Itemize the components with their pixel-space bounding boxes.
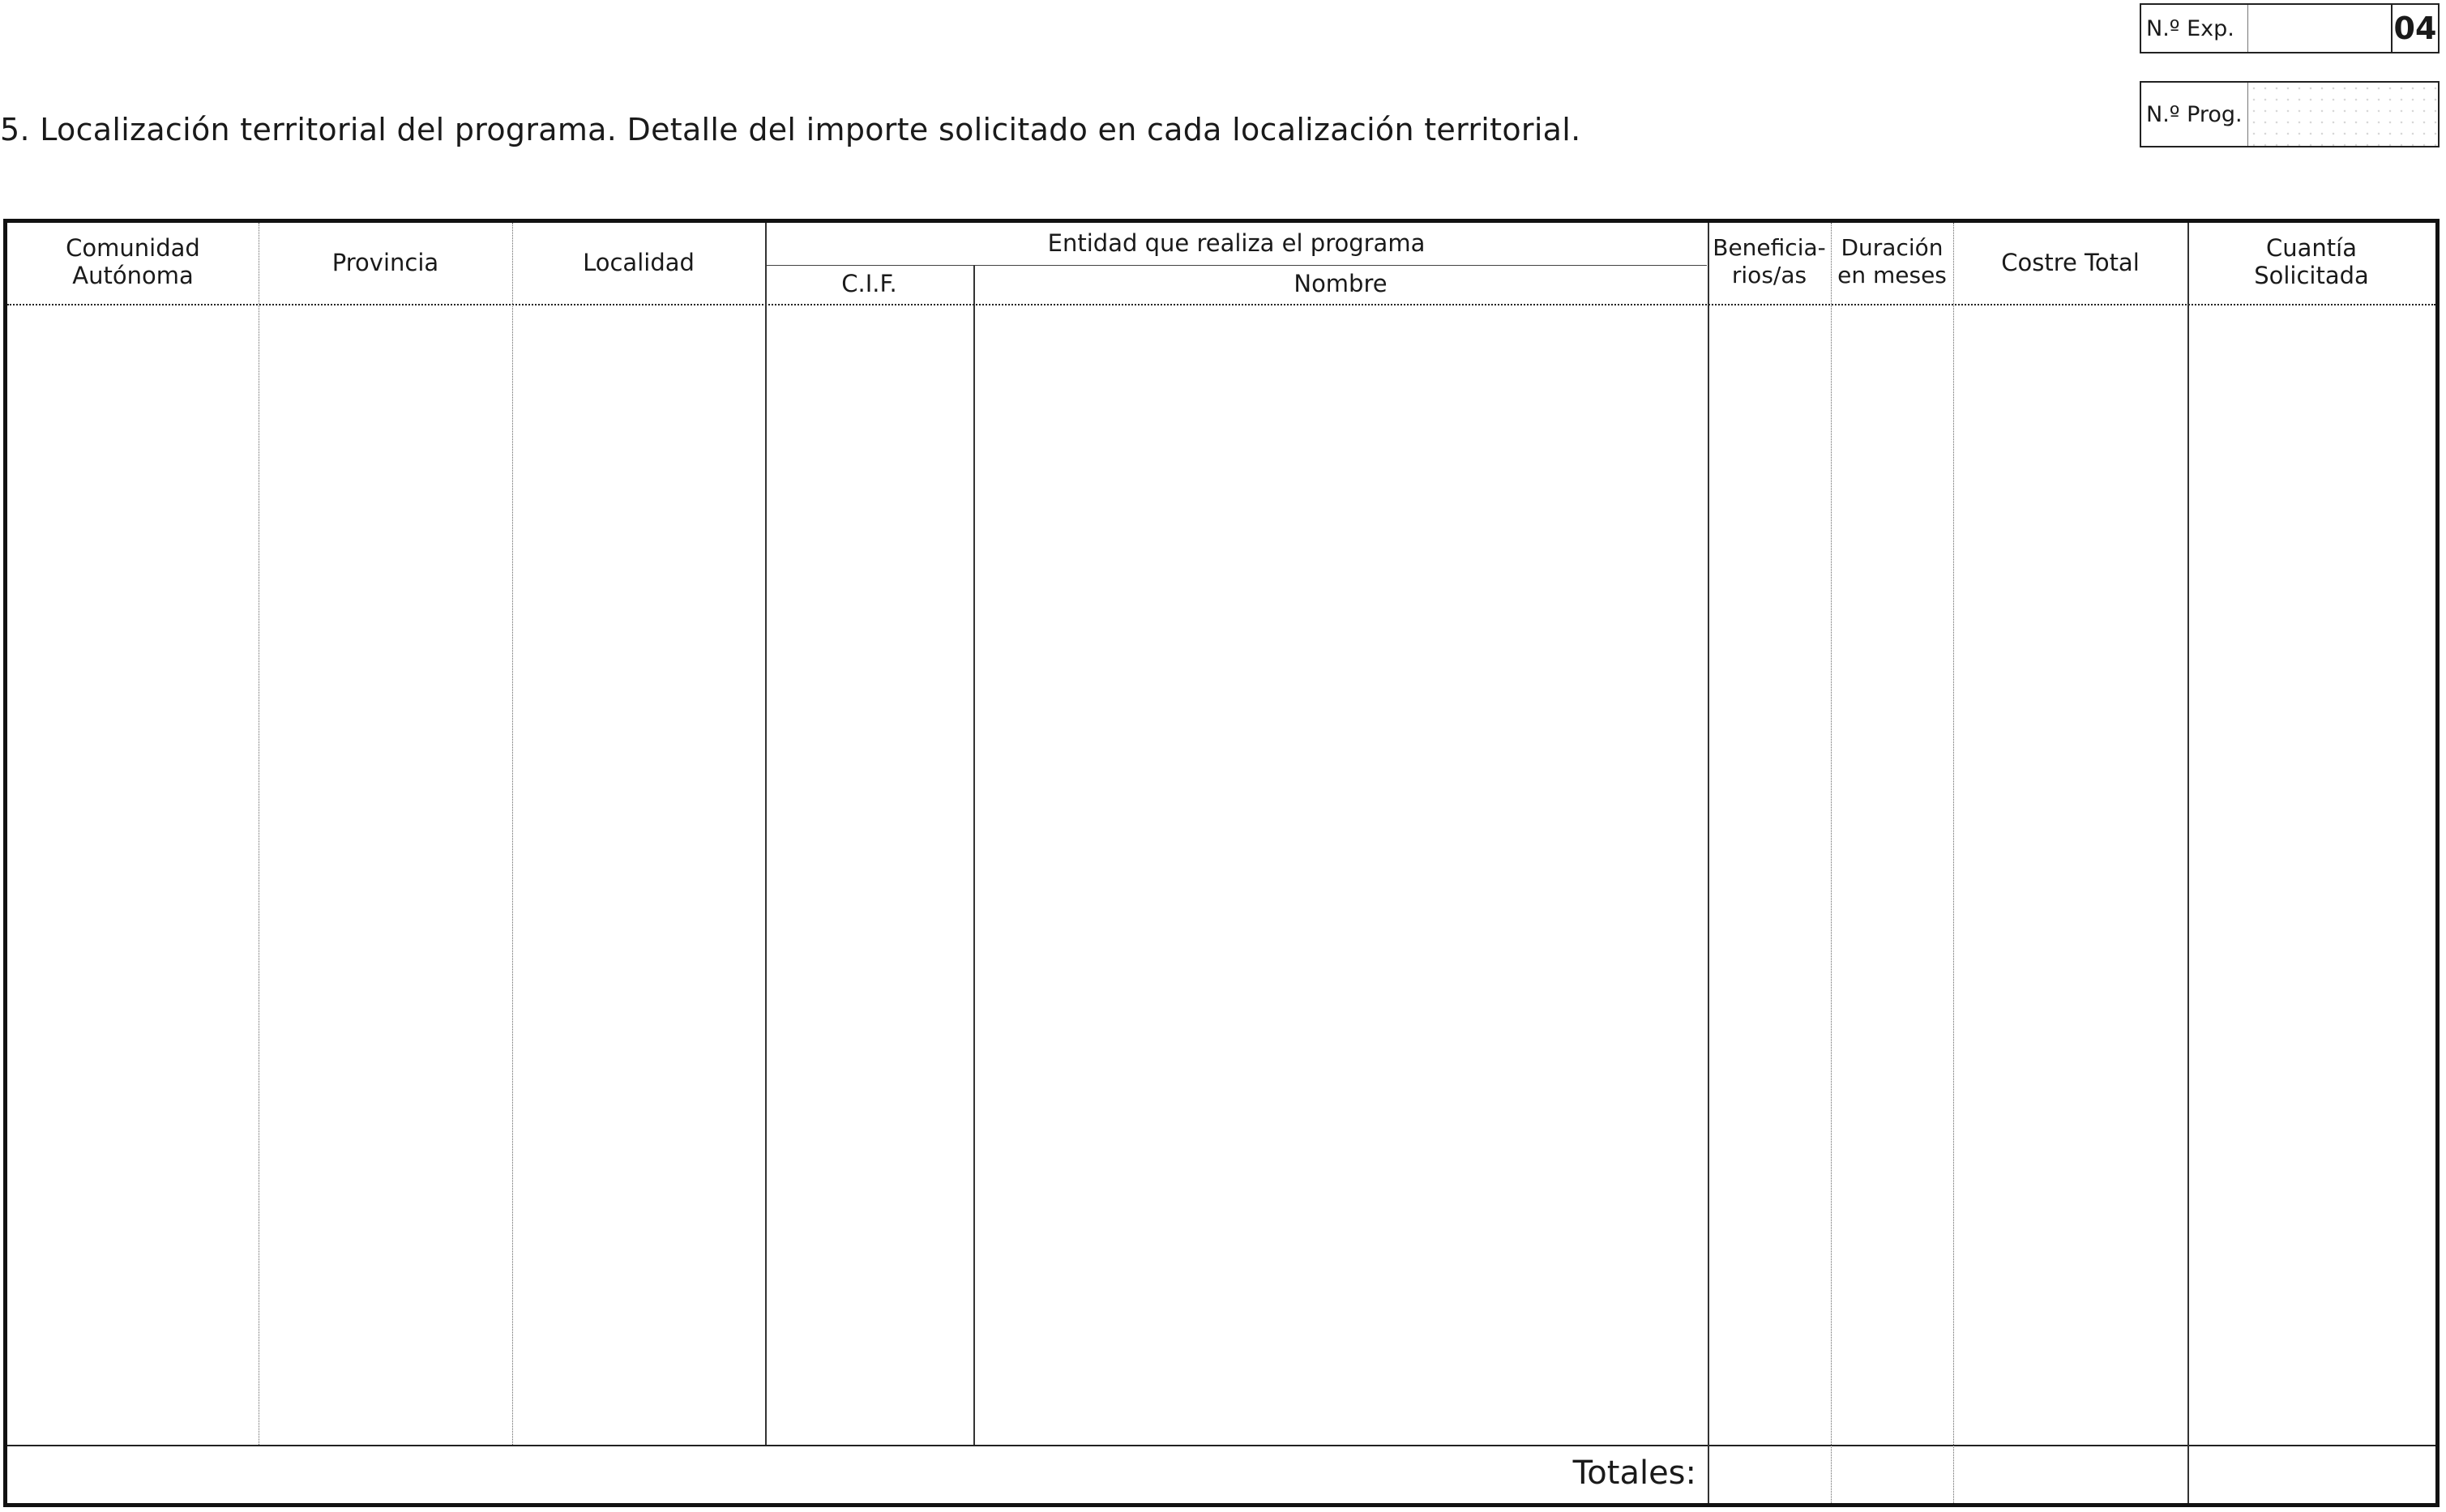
header-nombre: Nombre xyxy=(1294,270,1388,297)
header-comunidad-line2: Autónoma xyxy=(72,262,194,289)
entity-group-divider xyxy=(767,265,1707,266)
expedient-number-box xyxy=(2140,3,2440,53)
col-divider-7 xyxy=(1953,223,1954,1503)
expedient-number-label: N.º Exp. xyxy=(2141,5,2248,52)
program-number-label: N.º Prog. xyxy=(2141,83,2248,146)
col-divider-5 xyxy=(1708,223,1709,1503)
form-code: 04 xyxy=(2393,11,2437,46)
header-coste-total: Costre Total xyxy=(2001,249,2140,276)
program-number-box xyxy=(2140,81,2440,147)
header-duracion-line1: Duración xyxy=(1841,234,1944,261)
col-divider-2 xyxy=(512,223,513,1445)
header-bottom-line xyxy=(7,304,2435,305)
header-cuantia xyxy=(2187,234,2435,289)
header-cuantia-line2: Solicitada xyxy=(2254,262,2369,289)
header-beneficiarios xyxy=(1708,234,1831,289)
totals-label: Totales: xyxy=(1572,1454,1696,1492)
header-localidad: Localidad xyxy=(583,249,695,276)
header-cif: C.I.F. xyxy=(841,270,897,297)
header-provincia: Provincia xyxy=(331,249,439,276)
totals-top-line xyxy=(7,1445,2435,1446)
program-number-field[interactable] xyxy=(2248,83,2438,146)
col-divider-3 xyxy=(765,223,767,1445)
header-comunidad-line1: Comunidad xyxy=(66,234,200,262)
section-title: 5. Localización territorial del programa. Detalle del importe solicitado en cada localización territorial. xyxy=(0,112,1581,147)
header-entidad-group: Entidad que realiza el programa xyxy=(1047,229,1426,257)
expedient-number-field[interactable] xyxy=(2248,5,2393,52)
header-beneficiarios-line1: Beneficia- xyxy=(1713,234,1826,261)
localization-table xyxy=(3,219,2440,1507)
col-divider-8 xyxy=(2187,223,2189,1503)
col-divider-6 xyxy=(1831,223,1832,1503)
header-cuantia-line1: Cuantía xyxy=(2266,234,2357,262)
header-beneficiarios-line2: rios/as xyxy=(1731,262,1807,288)
header-duracion xyxy=(1831,234,1953,289)
header-duracion-line2: en meses xyxy=(1837,262,1947,288)
header-comunidad xyxy=(7,234,259,289)
col-divider-4 xyxy=(973,265,975,1445)
